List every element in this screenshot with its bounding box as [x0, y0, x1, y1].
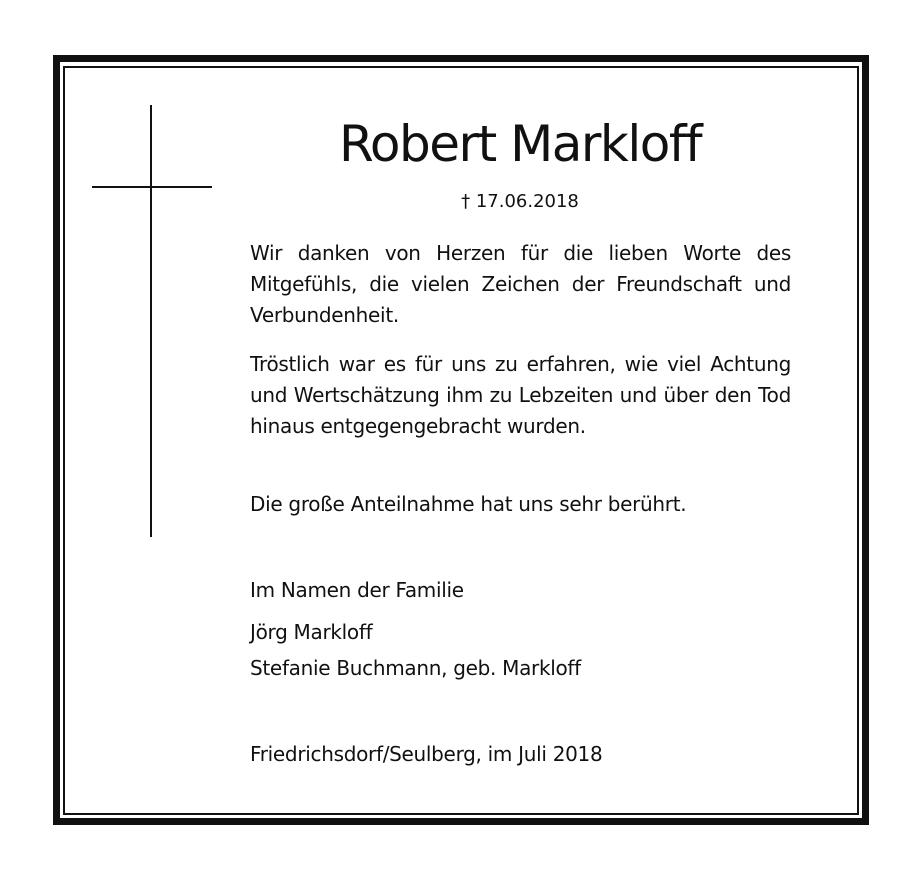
- cross-vertical-bar: [150, 105, 152, 537]
- death-date: † 17.06.2018: [461, 191, 579, 212]
- cross-horizontal-bar: [92, 186, 212, 188]
- comfort-paragraph: Tröstlich war es für uns zu erfahren, wie viel Achtung und Wertschätzung ihm zu Lebzeiten und über den Tod hinaus entgegengebracht wurden.: [250, 352, 791, 438]
- place-and-date: Friedrichsdorf/Seulberg, im Juli 2018: [250, 742, 603, 766]
- deceased-name: Robert Markloff: [338, 115, 702, 173]
- sympathy-paragraph: Die große Anteilnahme hat uns sehr berührt.: [250, 492, 687, 516]
- signature-intro: Im Namen der Familie: [250, 578, 464, 602]
- thanks-paragraph: Wir danken von Herzen für die lieben Worte des Mitgefühls, die vielen Zeichen der Freundschaft und Verbundenheit.: [250, 241, 791, 327]
- signatory-name: Jörg Markloff: [250, 620, 373, 644]
- signatory-name: Stefanie Buchmann, geb. Markloff: [250, 656, 581, 680]
